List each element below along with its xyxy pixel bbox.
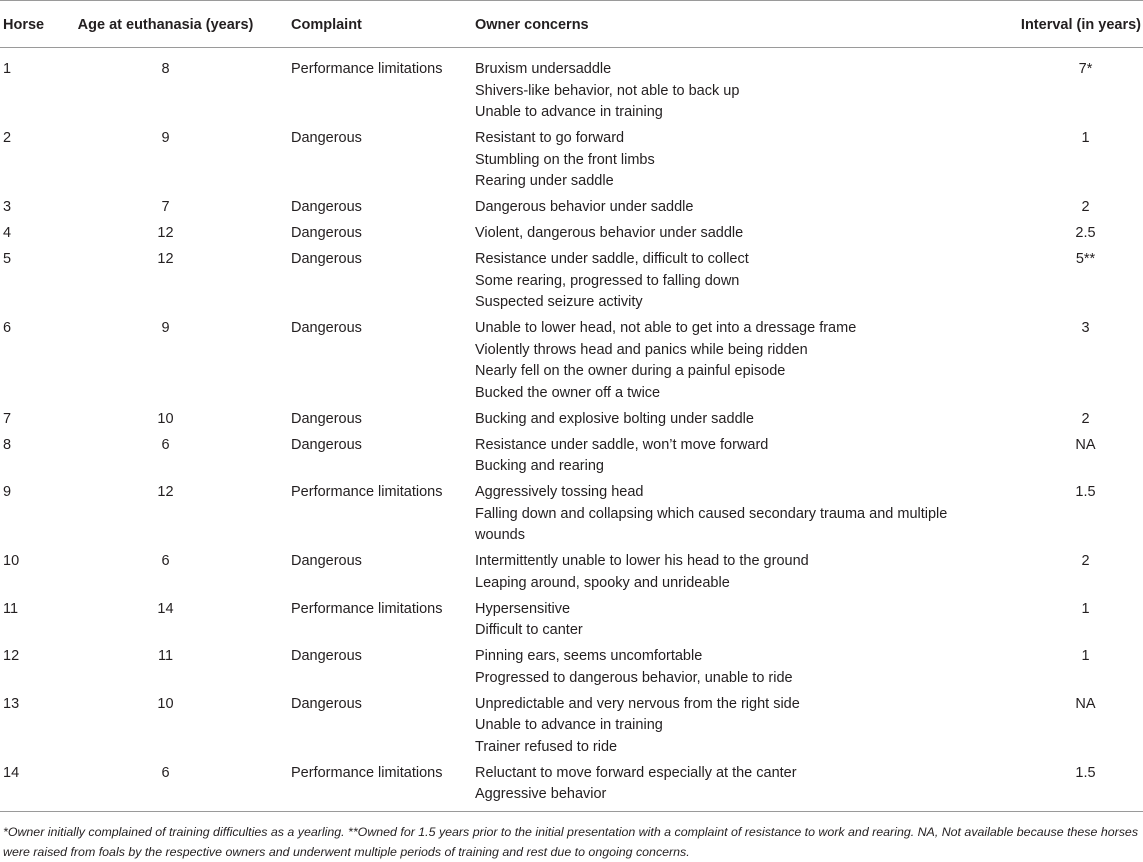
cell-age: 9 bbox=[161, 320, 170, 336]
cell-concerns bbox=[465, 128, 1008, 197]
concern-line: Unable to advance in training bbox=[475, 717, 663, 733]
cell-age: 10 bbox=[157, 695, 174, 712]
header-horse: Horse bbox=[0, 1, 62, 48]
cell-age: 8 bbox=[161, 61, 170, 77]
cell-interval: 2.5 bbox=[1075, 225, 1096, 241]
concern-line: Unable to advance in training bbox=[475, 104, 663, 120]
header-age: Age at euthanasia (years) bbox=[62, 1, 277, 48]
cell-interval: 1 bbox=[1081, 130, 1090, 146]
cell-complaint: Dangerous bbox=[291, 320, 362, 336]
cell-horse: 6 bbox=[3, 320, 12, 336]
table-footnote: *Owner initially complained of training difficulties as a yearling. **Owned for 1.5 years prior to the initial presentation with a complaint of resistance to work and rearing. NA, Not available because these horses were raised from foals by the respective owners and underwent multiple periods of training and rest due to ongoing concerns. bbox=[3, 825, 1139, 859]
concern-line: Intermittently unable to lower his head to the ground bbox=[475, 553, 809, 569]
cell-interval: 1 bbox=[1081, 648, 1090, 664]
concern-line: Violent, dangerous behavior under saddle bbox=[475, 225, 744, 241]
cell-concerns bbox=[465, 223, 1008, 249]
cell-horse: 7 bbox=[3, 410, 12, 427]
cell-concerns bbox=[465, 482, 1008, 551]
cell-age: 12 bbox=[157, 484, 174, 500]
cell-concerns bbox=[465, 763, 1008, 812]
concern-line: Unable to lower head, not able to get into a dressage frame bbox=[475, 320, 857, 336]
table-row bbox=[0, 763, 1143, 812]
cell-complaint: Dangerous bbox=[291, 648, 362, 664]
cell-age: 7 bbox=[161, 199, 170, 215]
cell-interval: 2 bbox=[1081, 199, 1090, 215]
header-row bbox=[0, 1, 1143, 48]
concern-line: Resistant to go forward bbox=[475, 130, 625, 146]
cell-interval: 5** bbox=[1075, 251, 1096, 267]
cell-complaint: Dangerous bbox=[291, 695, 362, 712]
concern-line: Resistance under saddle, won’t move forward bbox=[475, 436, 769, 453]
cell-interval: 1 bbox=[1081, 600, 1090, 617]
concern-line: Bucking and explosive bolting under saddle bbox=[475, 410, 754, 427]
concern-line: Nearly fell on the owner during a painful episode bbox=[475, 363, 786, 379]
cell-concerns bbox=[465, 48, 1008, 129]
cell-concerns bbox=[465, 249, 1008, 318]
cell-age: 6 bbox=[62, 763, 277, 812]
table-row bbox=[0, 646, 1143, 694]
cell-concerns bbox=[465, 435, 1008, 483]
table-row bbox=[0, 249, 1143, 318]
concern-line: Violently throws head and panics while being ridden bbox=[475, 341, 808, 358]
header-complaint: Complaint bbox=[277, 1, 465, 48]
cell-complaint: Dangerous bbox=[291, 553, 362, 569]
concern-line: Pinning ears, seems uncomfortable bbox=[475, 648, 703, 664]
cell-age: 11 bbox=[157, 648, 174, 664]
cell-interval: NA bbox=[1075, 436, 1096, 453]
cell-interval: 2 bbox=[1081, 553, 1090, 569]
cell-age: 14 bbox=[157, 600, 174, 617]
table-row bbox=[0, 128, 1143, 197]
concern-line: Unpredictable and very nervous from the right side bbox=[475, 695, 800, 712]
cell-horse: 3 bbox=[3, 199, 12, 215]
concern-line: Difficult to canter bbox=[475, 622, 583, 638]
cell-concerns bbox=[465, 694, 1008, 763]
concern-line: Hypersensitive bbox=[475, 600, 571, 617]
cell-horse: 13 bbox=[3, 695, 20, 712]
cell-complaint: Dangerous bbox=[291, 225, 362, 241]
cell-interval: 3 bbox=[1081, 320, 1090, 336]
cell-horse: 8 bbox=[3, 436, 12, 453]
concern-line: Shivers-like behavior, not able to back up bbox=[475, 82, 740, 99]
cell-concerns bbox=[465, 599, 1008, 647]
concern-line: Dangerous behavior under saddle bbox=[475, 199, 694, 215]
cell-concerns bbox=[465, 409, 1008, 435]
concern-line: Rearing under saddle bbox=[475, 173, 614, 189]
cell-concerns bbox=[465, 551, 1008, 599]
concern-line: Trainer refused to ride bbox=[475, 738, 618, 755]
cell-interval: 7* bbox=[1078, 61, 1093, 77]
cell-age: 10 bbox=[157, 410, 174, 427]
concern-line: Falling down and collapsing which caused secondary trauma and multiple wounds bbox=[475, 505, 948, 543]
header-concerns: Owner concerns bbox=[465, 1, 1008, 48]
concern-line: Some rearing, progressed to falling down bbox=[475, 272, 740, 289]
concern-line: Bucking and rearing bbox=[475, 458, 604, 474]
cell-complaint: Performance limitations bbox=[291, 600, 443, 617]
cell-interval: NA bbox=[1075, 695, 1096, 712]
concern-line: Aggressively tossing head bbox=[475, 484, 644, 500]
concern-line: Suspected seizure activity bbox=[475, 294, 643, 310]
cell-interval: 1.5 bbox=[1075, 484, 1096, 500]
cell-horse: 9 bbox=[3, 484, 12, 500]
table-row bbox=[0, 409, 1143, 435]
cell-age: 9 bbox=[161, 130, 170, 146]
concern-line: Progressed to dangerous behavior, unable to ride bbox=[475, 669, 793, 686]
cell-horse: 1 bbox=[3, 61, 12, 77]
cell-complaint: Dangerous bbox=[291, 410, 362, 427]
concern-line: Resistance under saddle, difficult to collect bbox=[475, 251, 749, 267]
cell-complaint: Dangerous bbox=[291, 130, 362, 146]
cell-interval: 2 bbox=[1081, 410, 1090, 427]
concern-line: Reluctant to move forward especially at the canter bbox=[475, 764, 797, 781]
table-row bbox=[0, 435, 1143, 483]
cell-complaint: Performance limitations bbox=[291, 484, 443, 500]
cell-concerns bbox=[465, 197, 1008, 223]
concern-line: Bucked the owner off a twice bbox=[475, 384, 661, 401]
header-interval: Interval (in years) bbox=[1008, 1, 1143, 48]
cell-horse: 11 bbox=[3, 600, 19, 617]
concern-line: Leaping around, spooky and unrideable bbox=[475, 574, 730, 591]
table-row bbox=[0, 551, 1143, 599]
concern-line: Bruxism undersaddle bbox=[475, 61, 612, 77]
cell-horse: 12 bbox=[3, 648, 20, 664]
table-row bbox=[0, 318, 1143, 409]
cell-concerns bbox=[465, 646, 1008, 694]
cell-concerns bbox=[465, 318, 1008, 409]
concern-line: Aggressive behavior bbox=[475, 786, 607, 802]
cell-complaint: Dangerous bbox=[291, 251, 362, 267]
table-row bbox=[0, 599, 1143, 647]
concern-line: Stumbling on the front limbs bbox=[475, 151, 655, 168]
cell-horse: 10 bbox=[3, 553, 20, 569]
table-row bbox=[0, 482, 1143, 551]
cell-interval: 1.5 bbox=[1008, 763, 1143, 812]
cell-age: 12 bbox=[157, 251, 174, 267]
cell-horse: 4 bbox=[3, 225, 12, 241]
cell-horse: 14 bbox=[0, 763, 62, 812]
table-body bbox=[0, 48, 1143, 812]
cell-complaint: Dangerous bbox=[291, 199, 362, 215]
table-row bbox=[0, 223, 1143, 249]
table-row bbox=[0, 48, 1143, 129]
cell-age: 6 bbox=[161, 553, 170, 569]
cell-complaint: Performance limitations bbox=[291, 61, 443, 77]
cell-complaint: Performance limitations bbox=[277, 763, 465, 812]
table-row bbox=[0, 197, 1143, 223]
cell-age: 12 bbox=[157, 225, 174, 241]
cell-age: 6 bbox=[161, 436, 170, 453]
cell-complaint: Dangerous bbox=[291, 436, 362, 453]
table-row bbox=[0, 694, 1143, 763]
cell-horse: 2 bbox=[3, 130, 12, 146]
cell-horse: 5 bbox=[3, 251, 12, 267]
table-header bbox=[0, 1, 1143, 48]
